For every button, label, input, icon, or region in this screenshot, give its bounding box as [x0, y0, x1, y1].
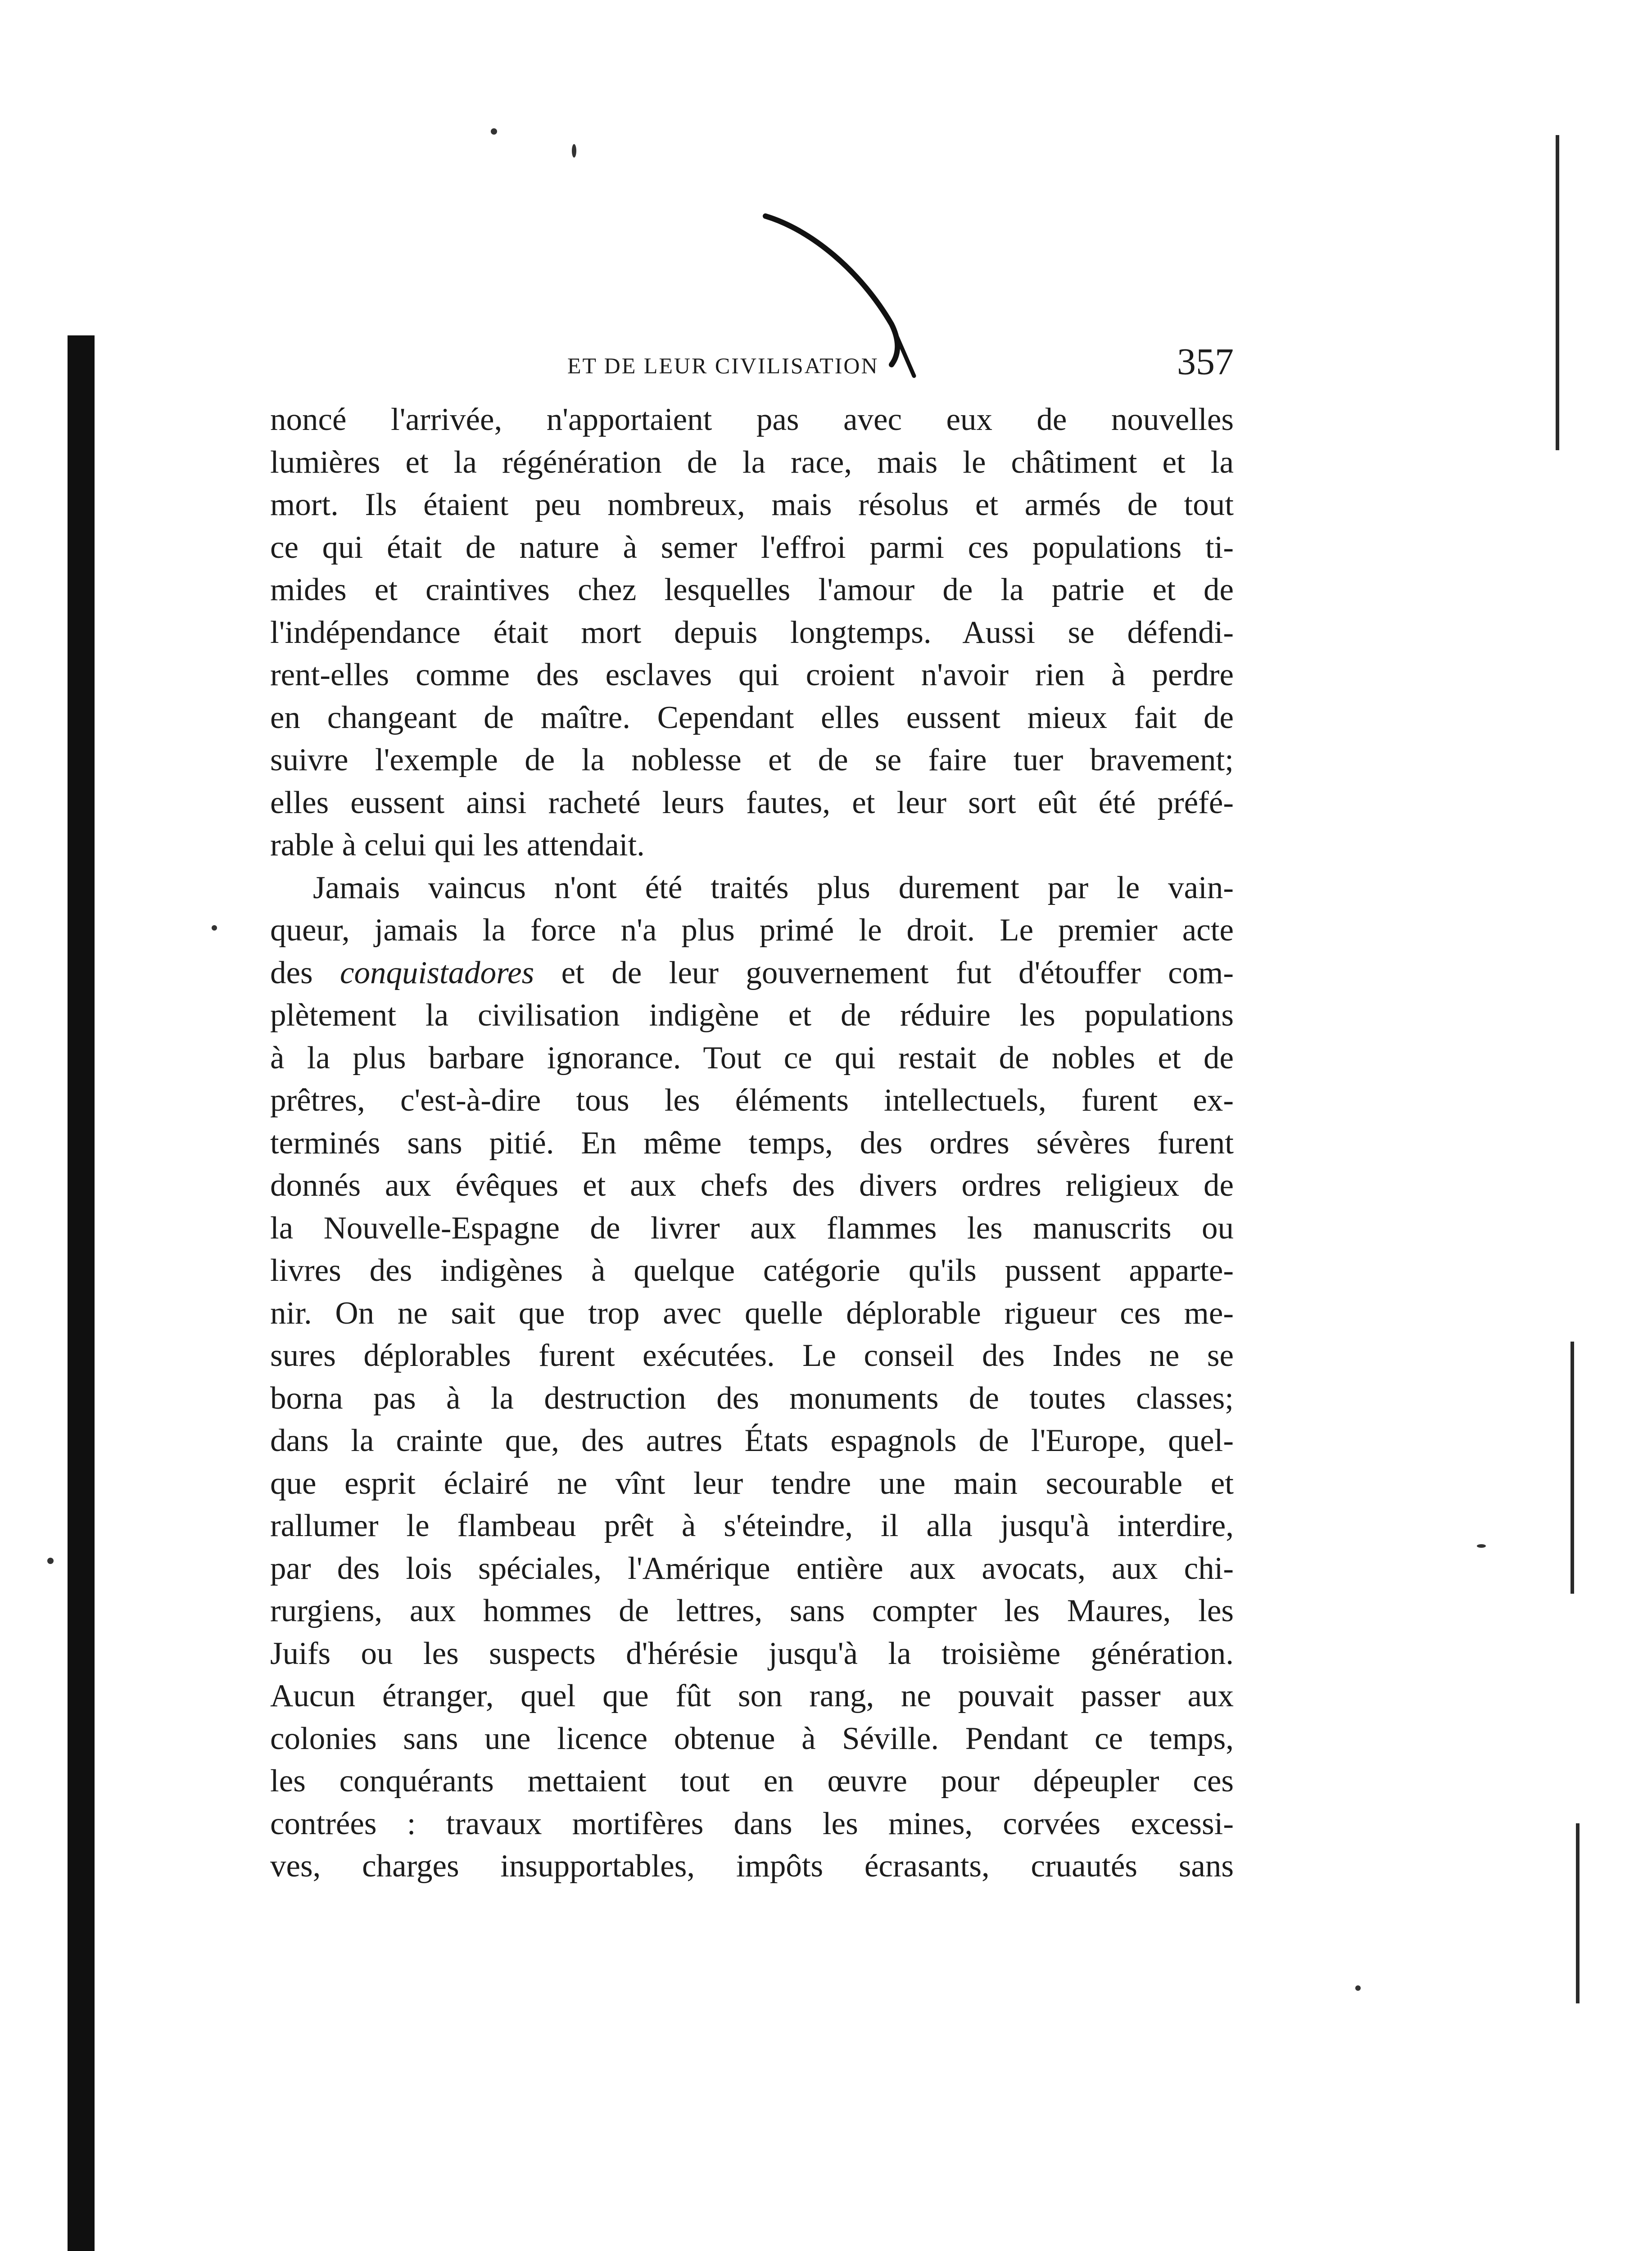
text-line: Juifs ou les suspects d'hérésie jusqu'à la troisième génération.: [270, 1636, 1234, 1671]
text-line: colonies sans une licence obtenue à Séville. Pendant ce temps,: [270, 1721, 1234, 1756]
ink-speck: [1355, 1985, 1361, 1991]
text-line: ves, charges insupportables, impôts écrasants, cruautés sans: [270, 1849, 1234, 1884]
text-line: prêtres, c'est-à-dire tous les éléments intellectuels, furent ex-: [270, 1083, 1234, 1118]
ink-speck: [572, 144, 576, 158]
text-line: Aucun étranger, quel que fût son rang, ne pouvait passer aux: [270, 1678, 1234, 1713]
paragraph-end-line: rable à celui qui les attendait.: [270, 827, 645, 863]
page-edge-mark: [1556, 135, 1559, 450]
text-line: mides et craintives chez lesquelles l'amour de la patrie et de: [270, 572, 1234, 607]
text-line: lumières et la régénération de la race, mais le châtiment et la: [270, 444, 1234, 480]
text-line: noncé l'arrivée, n'apportaient pas avec eux de nouvelles: [270, 402, 1234, 437]
binding-shadow: [68, 335, 95, 2251]
paragraph-first-line: Jamais vaincus n'ont été traités plus durement par le vain-: [313, 870, 1234, 905]
text-line: l'indépendance était mort depuis longtemps. Aussi se défendi-: [270, 615, 1234, 650]
text-line: rallumer le flambeau prêt à s'éteindre, il alla jusqu'à interdire,: [270, 1508, 1234, 1543]
text-line-with-italic: [270, 952, 1234, 994]
text-line: à la plus barbare ignorance. Tout ce qui restait de nobles et de: [270, 1040, 1234, 1076]
text-line: queur, jamais la force n'a plus primé le droit. Le premier acte: [270, 913, 1234, 948]
text-line: sures déplorables furent exécutées. Le conseil des Indes ne se: [270, 1338, 1234, 1373]
page-edge-mark: [1571, 1342, 1574, 1594]
text-line: ce qui était de nature à semer l'effroi parmi ces populations ti-: [270, 529, 1234, 565]
text-line: nir. On ne sait que trop avec quelle déplorable rigueur ces me-: [270, 1295, 1234, 1331]
text-line: dans la crainte que, des autres États espagnols de l'Europe, quel-: [270, 1423, 1234, 1458]
running-head: [270, 340, 1234, 394]
text-line: borna pas à la destruction des monuments de toutes classes;: [270, 1380, 1234, 1416]
text-line: la Nouvelle-Espagne de livrer aux flammes les manuscrits ou: [270, 1210, 1234, 1246]
page-number: 357: [1177, 341, 1234, 383]
text-line: donnés aux évêques et aux chefs des divers ordres religieux de: [270, 1168, 1234, 1203]
italic-term: conquistadores: [340, 955, 534, 990]
line-segment: et de leur gouvernement fut d'étouffer com-: [534, 955, 1234, 990]
ink-speck: [47, 1558, 54, 1564]
text-line: mort. Ils étaient peu nombreux, mais résolus et armés de tout: [270, 487, 1234, 522]
text-line: contrées : travaux mortifères dans les mines, corvées excessi-: [270, 1806, 1234, 1841]
text-line: par des lois spéciales, l'Amérique entière aux avocats, aux chi-: [270, 1550, 1234, 1586]
text-line: elles eussent ainsi racheté leurs fautes, et leur sort eût été préfé-: [270, 785, 1234, 820]
line-segment: des: [270, 955, 340, 990]
text-line: terminés sans pitié. En même temps, des ordres sévères furent: [270, 1125, 1234, 1161]
text-line: plètement la civilisation indigène et de réduire les populations: [270, 998, 1234, 1033]
text-line: les conquérants mettaient tout en œuvre pour dépeupler ces: [270, 1763, 1234, 1799]
ink-speck: [491, 128, 497, 135]
text-line: rurgiens, aux hommes de lettres, sans compter les Maures, les: [270, 1593, 1234, 1628]
page-edge-mark: [1576, 1823, 1580, 2003]
ink-speck: [212, 925, 217, 931]
ink-speck: [1477, 1544, 1486, 1548]
text-line: en changeant de maître. Cependant elles eussent mieux fait de: [270, 700, 1234, 735]
running-title: ET DE LEUR CIVILISATION: [567, 353, 879, 378]
text-line: rent-elles comme des esclaves qui croient n'avoir rien à perdre: [270, 657, 1234, 692]
text-line: suivre l'exemple de la noblesse et de se faire tuer bravement;: [270, 742, 1234, 777]
text-line: que esprit éclairé ne vînt leur tendre une main secourable et: [270, 1465, 1234, 1501]
body-text: [270, 398, 1234, 1888]
text-line: livres des indigènes à quelque catégorie qu'ils pussent apparte-: [270, 1253, 1234, 1288]
